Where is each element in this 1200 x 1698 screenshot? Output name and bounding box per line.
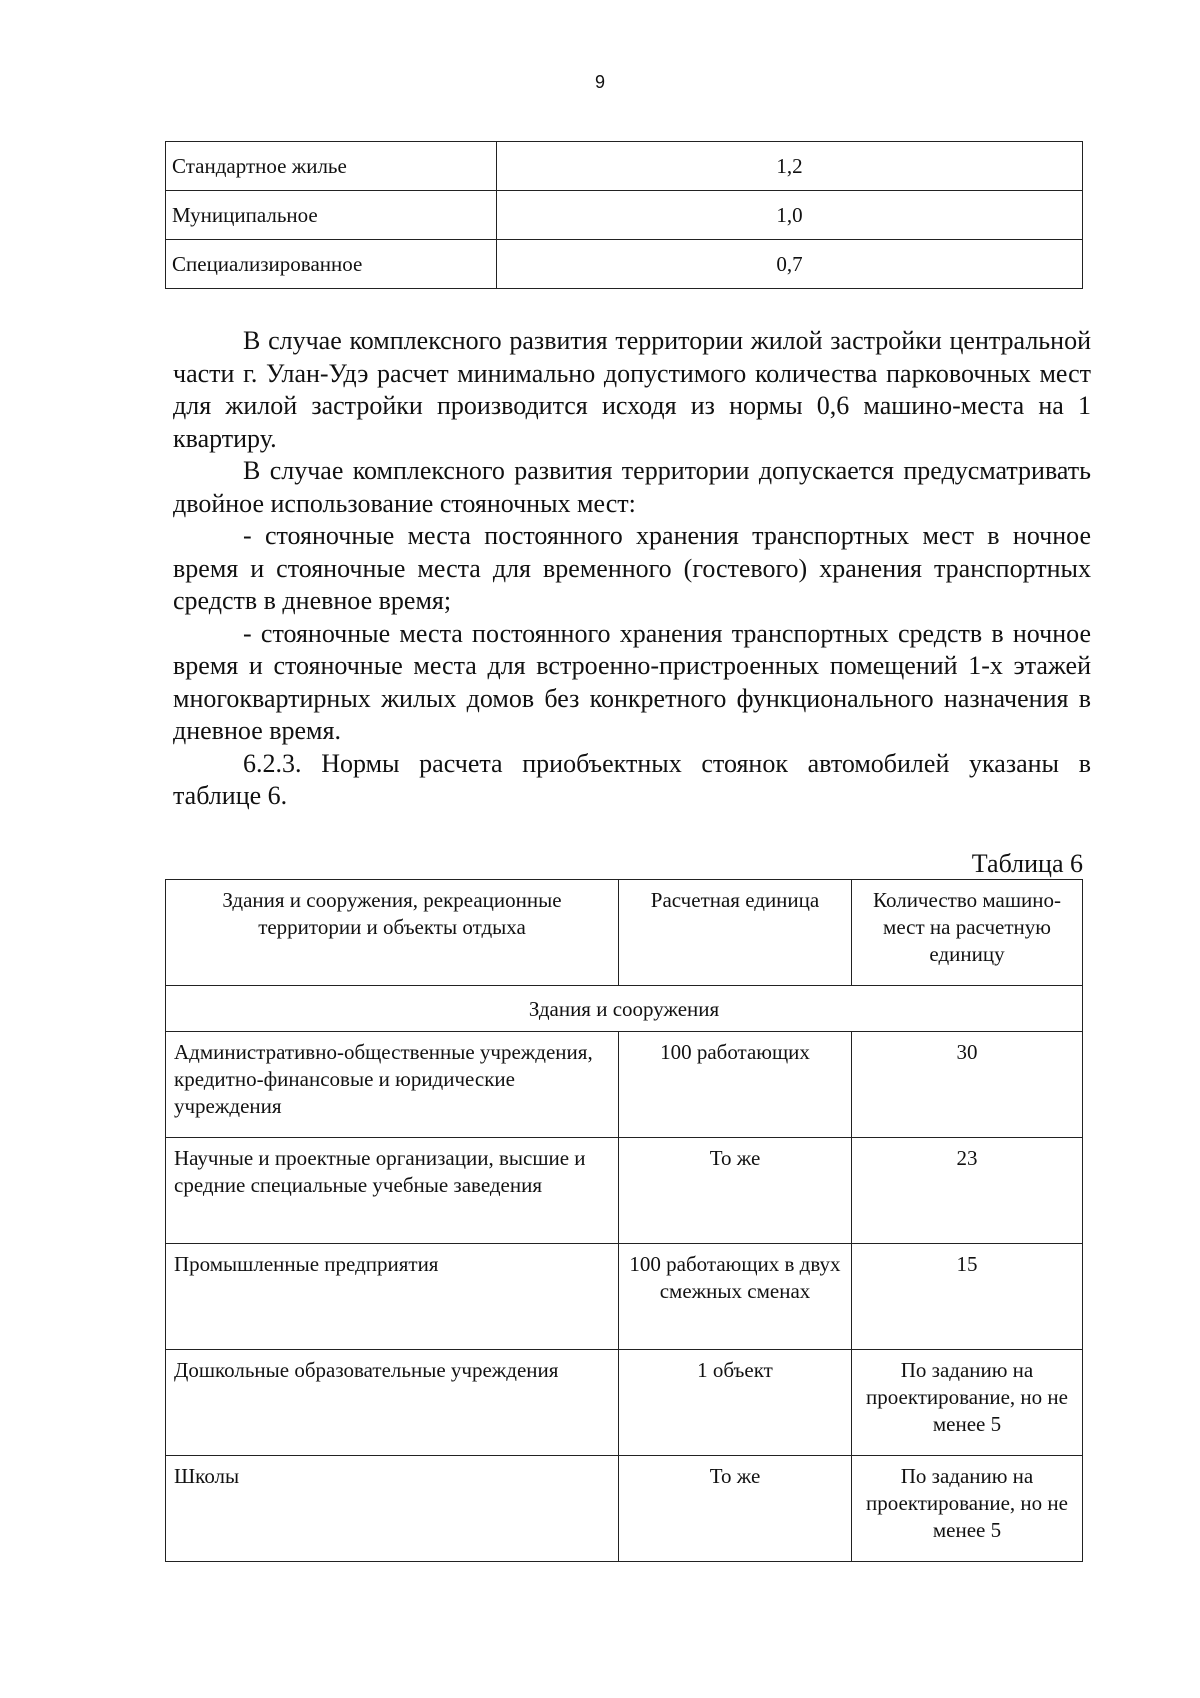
table-header-row	[166, 880, 1083, 986]
table-row	[166, 142, 1083, 191]
table-caption: Таблица 6	[971, 849, 1083, 878]
unit-cell: 100 работающих	[619, 1032, 852, 1138]
table-row	[166, 1456, 1083, 1562]
unit-cell: 100 работающих в двух смежных сменах	[619, 1244, 852, 1350]
unit-cell: То же	[619, 1138, 852, 1244]
table-cell-value: 1,2	[497, 142, 1083, 191]
count-cell: 15	[852, 1244, 1083, 1350]
body-text	[173, 325, 1091, 813]
table-row	[166, 240, 1083, 289]
table-cell-value: 1,0	[497, 191, 1083, 240]
table-cell-label: Специализированное	[166, 240, 497, 289]
count-cell: По заданию на проектирование, но не менее 5	[852, 1350, 1083, 1456]
table-row	[166, 1032, 1083, 1138]
table-cell-label: Муниципальное	[166, 191, 497, 240]
paragraph: В случае комплексного развития территории жилой застройки центральной части г. Улан-Удэ расчет минимально допустимого количества парковочных мест для жилой застройки производится исходя из нормы 0,6 машино-места на 1 квартиру.	[173, 326, 1091, 453]
building-type-cell: Дошкольные образовательные учреждения	[166, 1350, 619, 1456]
paragraph: - стояночные места постоянного хранения транспортных средств в ночное время и стояночные места для встроенно-пристроенных помещений 1-х этажей многоквартирных жилых домов без конкретного функционального назначения в дневное время.	[173, 618, 1091, 745]
column-header: Расчетная единица	[619, 880, 852, 986]
column-header: Количество машино-мест на расчетную единицу	[852, 880, 1083, 986]
paragraph: - стояночные места постоянного хранения транспортных мест в ночное время и стояночные места для временного (гостевого) хранения транспортных средств в дневное время;	[173, 521, 1091, 615]
count-cell: По заданию на проектирование, но не менее 5	[852, 1456, 1083, 1562]
table-row	[166, 1244, 1083, 1350]
table-row	[166, 1350, 1083, 1456]
table-row	[166, 191, 1083, 240]
building-type-cell: Промышленные предприятия	[166, 1244, 619, 1350]
building-type-cell: Школы	[166, 1456, 619, 1562]
unit-cell: То же	[619, 1456, 852, 1562]
section-title: Здания и сооружения	[166, 986, 1083, 1032]
parking-norms-table	[165, 879, 1083, 1562]
building-type-cell: Административно-общественные учреждения, кредитно-финансовые и юридические учреждения	[166, 1032, 619, 1138]
paragraph: 6.2.3. Нормы расчета приобъектных стоянок автомобилей указаны в таблице 6.	[173, 748, 1091, 810]
building-type-cell: Научные и проектные организации, высшие и средние специальные учебные заведения	[166, 1138, 619, 1244]
paragraph: В случае комплексного развития территории допускается предусматривать двойное использование стояночных мест:	[173, 456, 1091, 518]
page-number: 9	[594, 72, 605, 92]
count-cell: 30	[852, 1032, 1083, 1138]
unit-cell: 1 объект	[619, 1350, 852, 1456]
table-cell-label: Стандартное жилье	[166, 142, 497, 191]
column-header: Здания и сооружения, рекреационные территории и объекты отдыха	[166, 880, 619, 986]
continuation-table	[165, 141, 1083, 289]
count-cell: 23	[852, 1138, 1083, 1244]
table-cell-value: 0,7	[497, 240, 1083, 289]
table-section-row	[166, 986, 1083, 1032]
table-row	[166, 1138, 1083, 1244]
